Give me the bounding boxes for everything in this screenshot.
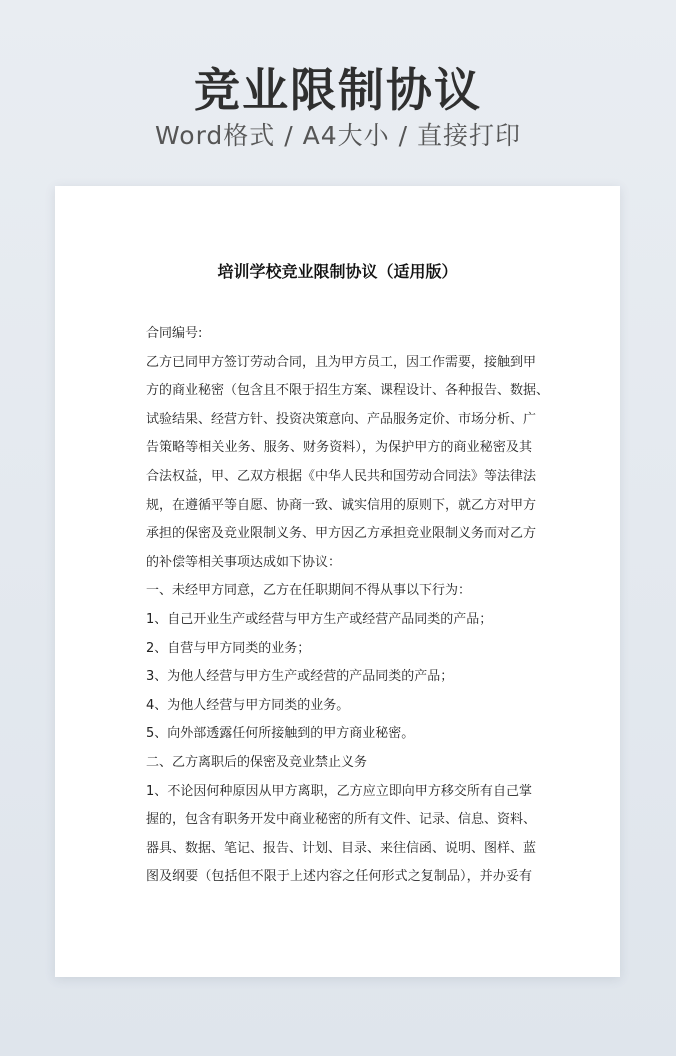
banner-title: 竞业限制协议	[194, 63, 482, 117]
document-body	[146, 320, 550, 892]
document-line: 规，在遵循平等自愿、协商一致、诚实信用的原则下，就乙方对甲方	[146, 497, 537, 513]
document-line: 的补偿等相关事项达成如下协议：	[146, 554, 342, 570]
document-line: 1、不论因何种原因从甲方离职，乙方应立即向甲方移交所有自己掌	[146, 783, 532, 799]
document-line: 3、为他人经营与甲方生产或经营的产品同类的产品；	[146, 669, 454, 685]
document-line: 5、向外部透露任何所接触到的甲方商业秘密。	[146, 726, 415, 742]
document-line: 1、自己开业生产或经营与甲方生产或经营产品同类的产品；	[146, 611, 493, 627]
document-title: 培训学校竞业限制协议（适用版）	[217, 262, 458, 281]
document-line: 承担的保密及竞业限制义务、甲方因乙方承担竞业限制义务而对乙方	[146, 526, 537, 542]
document-line: 试验结果、经营方针、投资决策意向、产品服务定价、市场分析、广	[146, 411, 537, 427]
document-line: 2、自营与甲方同类的业务；	[146, 640, 311, 656]
document-line: 合同编号:	[146, 326, 203, 341]
document-line: 一、未经甲方同意，乙方在任职期间不得从事以下行为：	[146, 583, 472, 599]
document-line: 握的，包含有职务开发中商业秘密的所有文件、记录、信息、资料、	[146, 812, 537, 828]
document-line: 4、为他人经营与甲方同类的业务。	[146, 697, 350, 713]
document-line: 告策略等相关业务、服务、财务资料），为保护甲方的商业秘密及其	[146, 440, 532, 456]
document-line: 二、乙方离职后的保密及竞业禁止义务	[146, 754, 368, 770]
document-line: 方的商业秘密（包含且不限于招生方案、课程设计、各种报告、数据、	[146, 383, 550, 399]
document-line: 图及纲要（包括但不限于上述内容之任何形式之复制品），并办妥有	[146, 869, 532, 885]
document-line: 乙方已同甲方签订劳动合同，且为甲方员工，因工作需要，接触到甲	[146, 354, 537, 370]
document-line: 合法权益，甲、乙双方根据《中华人民共和国劳动合同法》等法律法	[146, 468, 537, 484]
document-page	[55, 186, 620, 977]
banner-subtitle: Word格式 / A4大小 / 直接打印	[155, 121, 521, 150]
document-line: 器具、数据、笔记、报告、计划、目录、来往信函、说明、图样、蓝	[146, 840, 537, 856]
